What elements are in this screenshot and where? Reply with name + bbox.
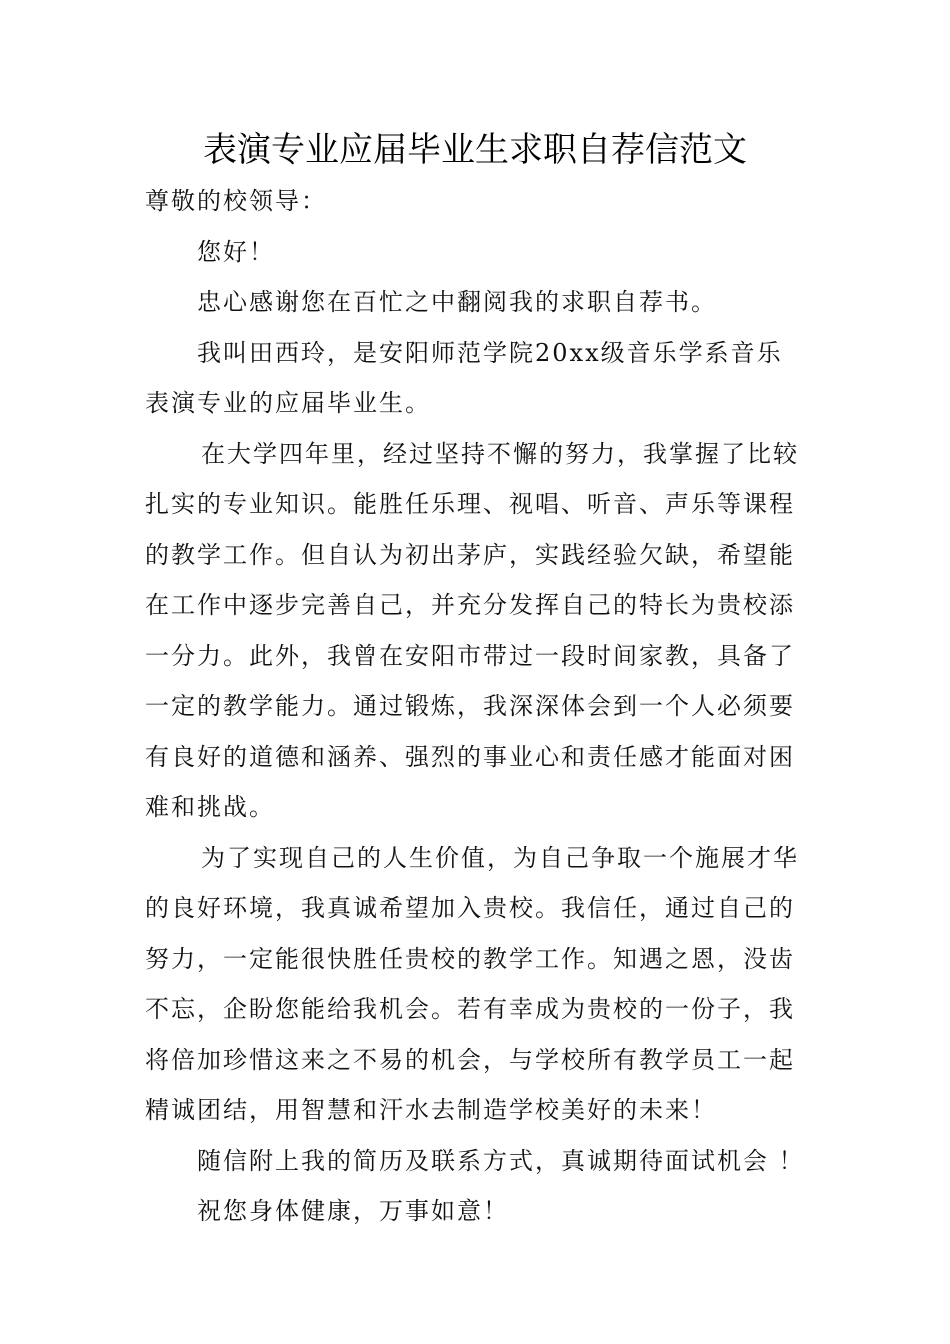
- salutation: 尊敬的校领导：: [145, 187, 327, 215]
- paragraph-attachment: 随信附上我的简历及联系方式，真诚期待面试机会 ！: [197, 1146, 805, 1175]
- paragraph-motivation: 为了实现自己的人生价值，为自己争取一个施展才华的良好环境，我真诚希望加入贵校。我信任，通过自己的努力，一定能很快胜任贵校的教学工作。知遇之恩，没齿不忘，企盼您能给我机会。若有幸成为贵校的一份子，我将倍加珍惜这来之不易的机会，与学校所有教学员工一起精诚团结，用智慧和汗水去制造学校美好的未来！: [145, 843, 799, 1124]
- paragraph-thanks: 忠心感谢您在百忙之中翻阅我的求职自荐书。: [197, 288, 717, 316]
- greeting: 您好！: [197, 237, 275, 266]
- letter-body: [145, 176, 807, 1237]
- paragraph-closing: 祝您身体健康，万事如意！: [197, 1197, 509, 1225]
- paragraph-experience: 在大学四年里，经过坚持不懈的努力，我掌握了比较扎实的专业知识。能胜任乐理、视唱、听音、声乐等课程的教学工作。但自认为初出茅庐，实践经验欠缺，希望能在工作中逐步完善自己，并充分发挥自己的特长为贵校添一分力。此外，我曾在安阳市带过一段时间家教，具备了一定的教学能力。通过锻炼，我深深体会到一个人必须要有良好的道德和涵养、强烈的事业心和责任感才能面对困难和挑战。: [145, 439, 799, 821]
- paragraph-introduction: 我叫田西玲，是安阳师范学院20xx级音乐学系音乐表演专业的应届毕业生。: [145, 338, 783, 417]
- document-title: 表演专业应届毕业生求职自荐信范文: [203, 130, 747, 170]
